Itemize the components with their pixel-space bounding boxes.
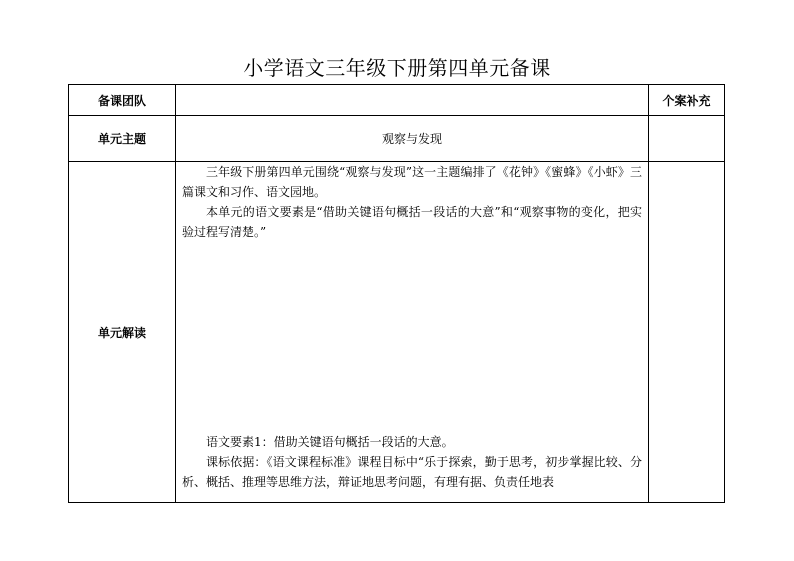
team-value xyxy=(176,85,649,116)
paragraph: 课标依据：《语文课程标准》课程目标中“乐于探索，勤于思考，初步掌握比较、分析、概括、推理等思维方法，辩证地思考问题，有理有据、负责任地表 xyxy=(182,455,642,489)
theme-label: 单元主题 xyxy=(69,116,176,162)
theme-row xyxy=(69,116,725,162)
team-row xyxy=(69,85,725,116)
interpretation-element-1 xyxy=(176,432,648,492)
interpretation-intro xyxy=(176,162,648,242)
paragraph: 语文要素1：借助关键语句概括一段话的大意。 xyxy=(206,435,454,449)
team-label: 备课团队 xyxy=(69,85,176,116)
interpretation-content xyxy=(176,162,649,503)
page-title: 小学语文三年级下册第四单元备课 xyxy=(243,56,551,80)
theme-value: 观察与发现 xyxy=(176,116,649,162)
supplement-header: 个案补充 xyxy=(649,85,725,116)
theme-supplement xyxy=(649,116,725,162)
interpretation-row xyxy=(69,162,725,503)
lesson-plan-table xyxy=(68,84,725,503)
paragraph: 本单元的语文要素是“借助关键语句概括一段话的大意”和“观察事物的变化，把实验过程写清楚。” xyxy=(182,205,642,239)
interpretation-label: 单元解读 xyxy=(69,162,176,503)
interpretation-supplement xyxy=(649,162,725,503)
paragraph: 三年级下册第四单元围绕“观察与发现”这一主题编排了《花钟》《蜜蜂》《小虾》三篇课文和习作、语文园地。 xyxy=(182,165,642,199)
